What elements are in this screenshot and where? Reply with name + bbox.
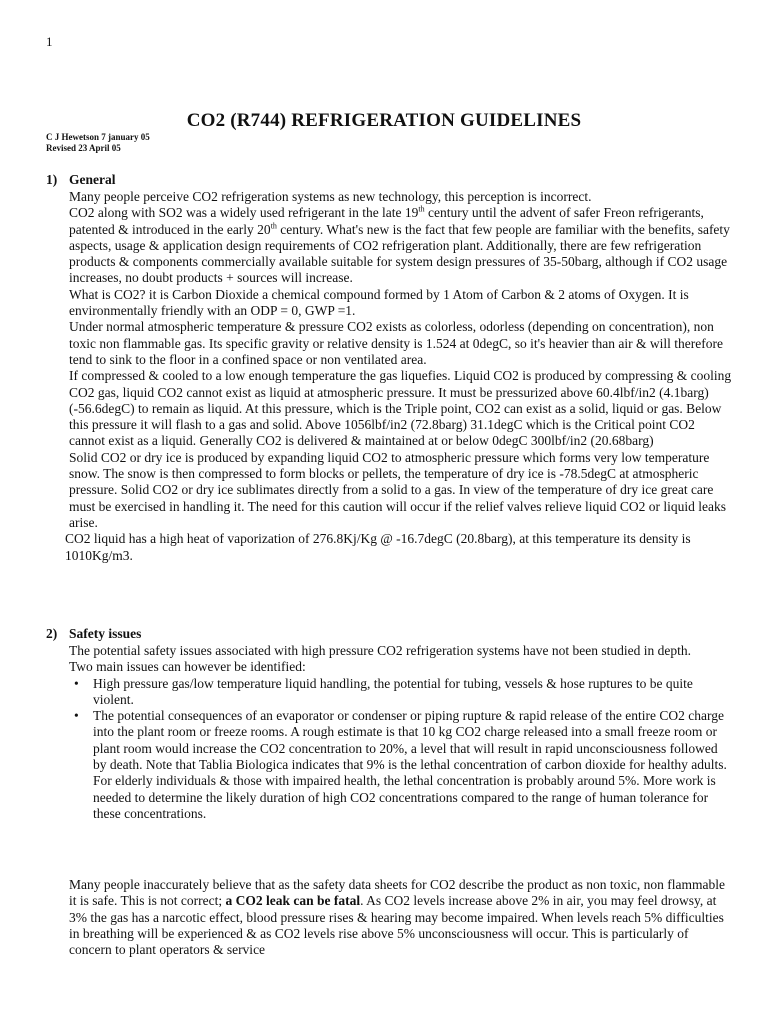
emphasis-text: a CO2 leak can be fatal [225, 893, 361, 909]
list-item: • High pressure gas/low temperature liquid handling, the potential for tubing, vessels & hose ruptures to be quite violent. [74, 675, 693, 707]
paragraph: CO2 along with SO2 was a widely used refrigerant in the late 19th century until the advent of safer Freon refrigerants, patented & introduced in the early 20th century. What's new is the fact that few people are familiar with the benefits, safety aspects, usage & application design requirements of CO2 refrigeration plant. Additionally, there are few refrigeration products & components commercially available suitable for system design pressures of 35-50barg, although if CO2 usage increases, no doubt products + sources will increase. [69, 204, 730, 286]
paragraph: Two main issues can however be identified: [69, 659, 306, 675]
closing-paragraph: Many people inaccurately believe that as the safety data sheets for CO2 describe the product as non toxic, non flammable it is safe. This is not correct; a CO2 leak can be fatal. As CO2 levels increase above 2% in air, you may feel drowsy, at 3% the gas has a narcotic effect, blood pressure rises & hearing may become impaired. When levels reach 5% difficulties in breathing will be experienced & as CO2 levels rise above 5% unconsciousness will occur. This is particularly of concern to plant operators & service [69, 877, 726, 958]
paragraph: Many people perceive CO2 refrigeration systems as new technology, this perception is incorrect. [69, 189, 592, 204]
list-item: • The potential consequences of an evaporator or condenser or piping rupture & rapid release of the entire CO2 charge into the plant room or freeze rooms. A rough estimate is that 10 kg CO2 charge released into a small freeze room or plant room would increase the CO2 concentration to 20%, a level that will result in rapid unconsciousness followed by death. Note that Tablia Biologica indicates that 9% is the lethal concentration of carbon dioxide for healthy adults. For elderly individuals & those with impaired health, the lethal concentration is probably around 5%. More work is needed to determine the likely duration of high CO2 concentrations compared to the range of human tolerance for these concentrations. [74, 708, 727, 821]
author-line: C J Hewetson 7 january 05 [46, 132, 150, 142]
section-heading-general [46, 172, 116, 188]
revised-line: Revised 23 April 05 [46, 143, 121, 153]
section-number: 1) [46, 172, 58, 187]
section-heading-text: Safety issues [69, 626, 142, 641]
paragraph: CO2 liquid has a high heat of vaporization of 276.8Kj/Kg @ -16.7degC (20.8barg), at this temperature its density is 1010Kg/m3. [65, 531, 691, 563]
bullet-icon: • [74, 675, 79, 691]
bullet-icon: • [74, 708, 79, 724]
section-heading-safety [46, 626, 141, 642]
page-number: 1 [46, 34, 53, 49]
document-meta [46, 132, 150, 154]
section-body-general [65, 189, 733, 564]
paragraph: Under normal atmospheric temperature & pressure CO2 exists as colorless, odorless (depending on concentration), non toxic non flammable gas. Its specific gravity or relative density is 1.524 at 0degC, so it's heavier than air & will therefore tend to sink to the floor in a confined space or non ventilated area. [69, 319, 723, 367]
document-title: CO2 (R744) REFRIGERATION GUIDELINES [186, 110, 582, 131]
bullet-list [69, 676, 733, 823]
section-number: 2) [46, 626, 58, 641]
paragraph: Solid CO2 or dry ice is produced by expanding liquid CO2 to atmospheric pressure which forms very low temperature snow. The snow is then compressed to form blocks or pellets, the temperature of dry ice is -78.5degC at atmospheric pressure. Solid CO2 or dry ice sublimates directly from a solid to a gas. In view of the temperature of dry ice great care must be exercised in handling it. The need for this caution will occur if the relief valves relieve liquid CO2 or liquid leaks arise. [69, 449, 726, 530]
paragraph: What is CO2? it is Carbon Dioxide a chemical compound formed by 1 Atom of Carbon & 2 atoms of Oxygen. It is environmentally friendly with an ODP = 0, GWP =1. [69, 286, 689, 319]
section-body-safety [69, 643, 733, 822]
paragraph: The potential safety issues associated with high pressure CO2 refrigeration systems have not been studied in depth. [69, 643, 691, 658]
section-heading-text: General [69, 172, 116, 187]
paragraph: If compressed & cooled to a low enough temperature the gas liquefies. Liquid CO2 is produced by compressing & cooling CO2 gas, liquid CO2 cannot exist as liquid at atmospheric pressure. It must be pressurized above 60.4lbf/in2 (4.1barg) (-56.6degC) to remain as liquid. At this pressure, which is the Triple point, CO2 can exist as a solid, liquid or gas. Below this pressure it will flash to a gas and solid. Above 1056lbf/in2 (72.8barg) 31.1degC which is the Critical point CO2 cannot exist as a liquid. Generally CO2 is delivered & maintained at or below 0degC 300lbf/in2 (20.68barg) [69, 368, 732, 449]
